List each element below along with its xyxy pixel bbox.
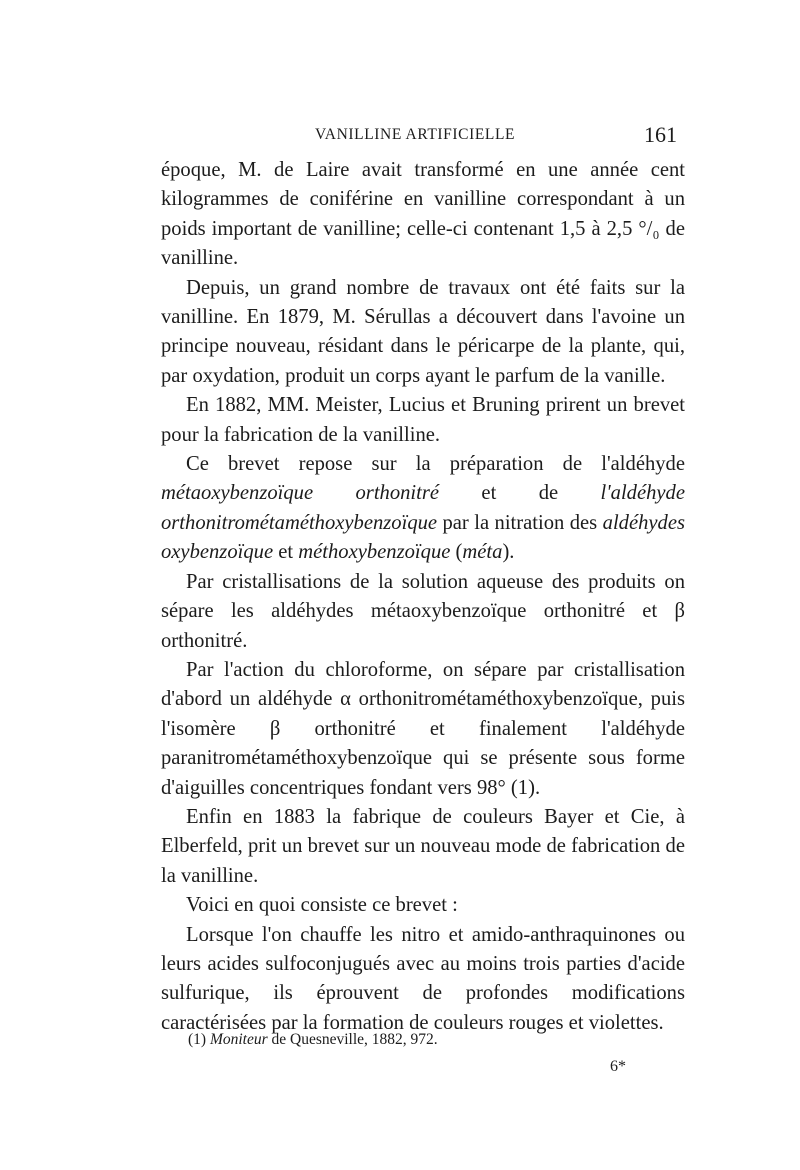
- paragraph-anthraquinones: Lorsque l'on chauffe les nitro et amido-anthraquinones ou leurs acides sulfoconjugués avec au moins trois parties d'acide sulfurique, ils éprouvent de profondes modifications caractérisées par la formation de couleurs rouges et violettes.: [161, 923, 685, 1034]
- brevet-text: (: [450, 541, 463, 564]
- signature-mark: 6*: [610, 1058, 626, 1075]
- running-head: [160, 122, 685, 150]
- brevet-intro: Ce brevet repose sur la préparation de l'aldéhyde: [186, 453, 685, 476]
- brevet-text: par la nitration des: [437, 511, 603, 534]
- footnote-rest: de Quesneville, 1882, 972.: [267, 1031, 438, 1048]
- brevet-text: et: [273, 541, 299, 564]
- term-meta: méta: [462, 541, 503, 564]
- brevet-text: et de: [439, 482, 601, 505]
- paragraph-brevet-preparation: [161, 450, 685, 568]
- paragraph-bayer: Enfin en 1883 la fabrique de couleurs Bayer et Cie, à Elberfeld, prit un brevet sur un nouveau mode de fabrication de la vanilline.: [161, 805, 685, 887]
- footnote-marker: (1): [188, 1031, 210, 1048]
- paragraph-meister-lucius-bruning: En 1882, MM. Meister, Lucius et Bruning prirent un brevet pour la fabrication de la vanilline.: [161, 394, 685, 446]
- paragraph-voici: Voici en quoi consiste ce brevet :: [186, 894, 458, 917]
- term-orthonitrometamethoxy: l'aldéhyde orthonitrométaméthoxybenzoïque: [161, 482, 685, 534]
- running-head-title: VANILLINE ARTIFICIELLE: [315, 126, 516, 143]
- term-methoxybenzoique: méthoxybenzoïque: [298, 541, 451, 564]
- page-number: 161: [644, 122, 677, 147]
- term-metaoxybenzoique: métaoxybenzoïque orthonitré: [161, 482, 440, 505]
- paragraph-serullas: Depuis, un grand nombre de travaux ont été faits sur la vanilline. En 1879, M. Sérullas a découvert dans l'avoine un principe nouveau, résidant dans le péricarpe de la plante, qui, par oxydation, produit un corps ayant le parfum de la vanille.: [161, 276, 685, 387]
- term-aldehydes-oxybenzoique: aldéhydes oxybenzoïque: [161, 511, 685, 564]
- paragraph-cristallisations: Par cristallisations de la solution aqueuse des produits on sépare les aldéhydes métaoxybenzoïque orthonitré et β orthonitré.: [161, 570, 685, 652]
- footnote-source: Moniteur: [209, 1031, 268, 1048]
- body-text: [161, 156, 685, 1038]
- paragraph-laire: époque, M. de Laire avait transformé en une année cent kilogrammes de coniférine en vanilline correspondant à un poids important de vanilline; celle-ci contenant 1,5 à 2,5 °/₀ de vanilline.: [161, 159, 685, 270]
- paragraph-chloroforme: Par l'action du chloroforme, on sépare par cristallisation d'abord un aldéhyde α orthonitrométaméthoxybenzoïque, puis l'isomère β orthonitré et finalement l'aldéhyde paranitrométaméthoxybenzoïque qui se présente sous forme d'aiguilles concentriques fondant vers 98° (1).: [161, 658, 685, 799]
- brevet-text: ).: [502, 541, 515, 564]
- footnote: [188, 1030, 438, 1050]
